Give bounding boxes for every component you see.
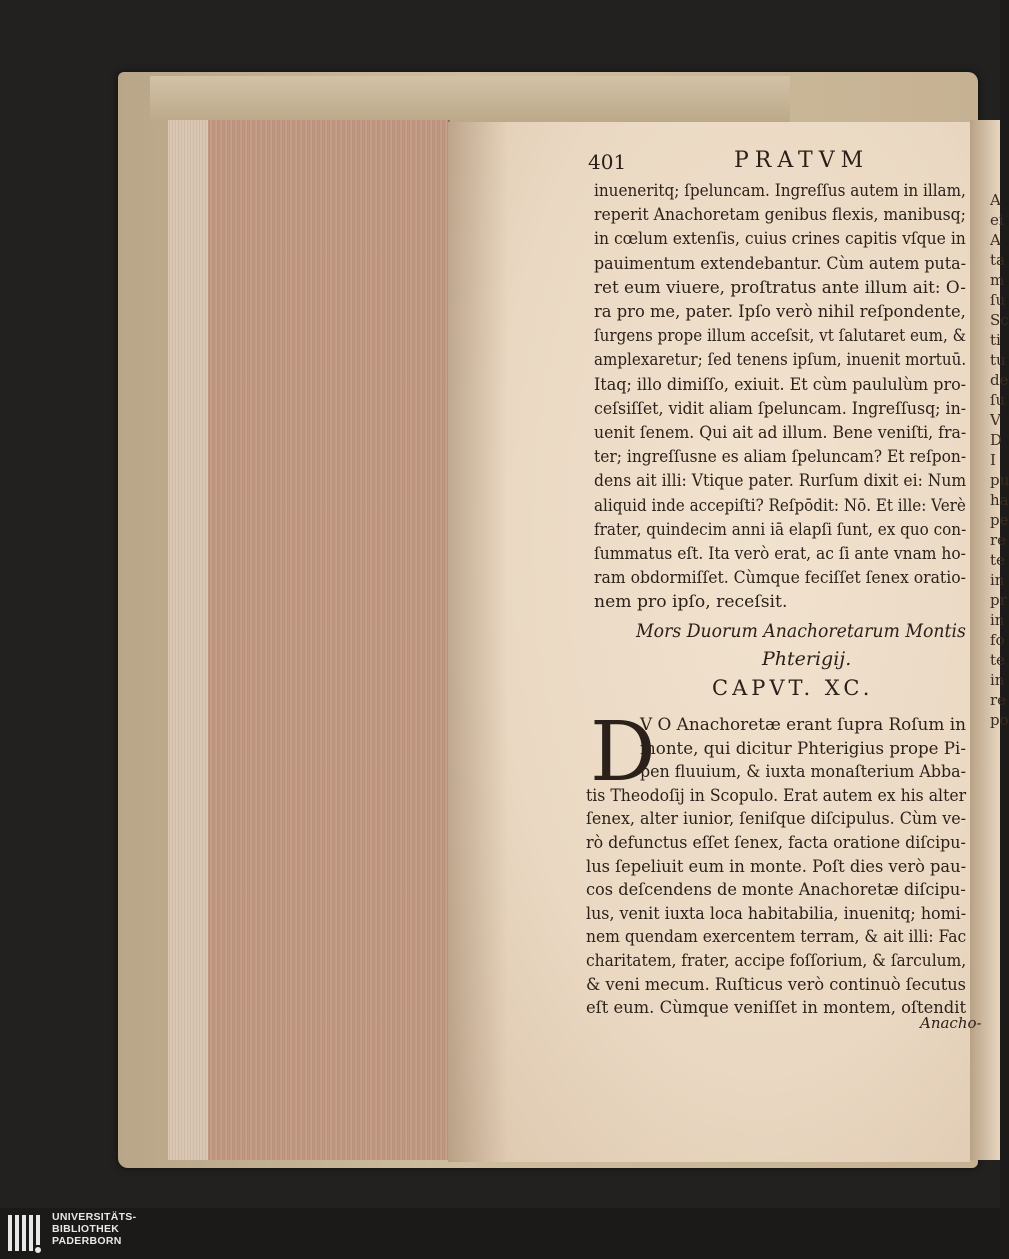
- facing-page-letters: ſu: [990, 391, 1006, 409]
- text-line: ram obdormiſſet. Cùmque feciſſet ſenex oratio-: [594, 568, 966, 589]
- facing-page-letters: ei: [990, 211, 1004, 229]
- text-line: aliquid inde accepiſti? Reſpōdit: Nō. Et ille: Verè: [594, 495, 966, 516]
- text-line: ceſsiſſet, vidit aliam ſpeluncam. Ingreſſusq; in-: [594, 398, 967, 419]
- catchword: Anacho-: [920, 1014, 982, 1032]
- text-line: ſenex, alter iunior, ſeniſque diſcipulus. Cùm ve-: [586, 809, 967, 830]
- facing-page-letters: re: [990, 531, 1007, 549]
- facing-page-letters: m: [990, 271, 1005, 289]
- facing-page-letters: in: [990, 611, 1005, 629]
- facing-page-letters: in: [990, 571, 1005, 589]
- text-line: rò defunctus eſſet ſenex, facta oratione diſcipu-: [586, 833, 966, 853]
- text-line: lus, venit iuxta loca habitabilia, inuenitq; homi-: [586, 903, 967, 924]
- text-line: tis Theodoſij in Scopulo. Erat autem ex his alter: [586, 785, 967, 806]
- facing-page-letters: ti: [990, 331, 1001, 349]
- facing-page-letters: de: [990, 371, 1009, 389]
- section-title-line1: Mors Duorum Anachoretarum Montis: [636, 620, 966, 642]
- book-fore-edge: [168, 120, 450, 1160]
- text-line: V O Anachoretæ erant ſupra Roſum in: [640, 715, 966, 735]
- logo-text-line3: PADERBORN: [52, 1235, 122, 1247]
- text-line: eſt eum. Cùmque veniſſet in montem, oſtendit: [586, 998, 967, 1019]
- section-title-line2: Phterigij.: [762, 648, 852, 670]
- facing-page-letters: po: [990, 711, 1009, 729]
- facing-page-letters: pr: [990, 591, 1007, 609]
- facing-page-fragment: [970, 120, 1009, 1160]
- text-line: dens ait illi: Vtique pater. Rurſum dixit ei: Num: [594, 471, 967, 492]
- text-line: cos deſcendens de monte Anachoretæ diſcipu-: [586, 880, 966, 901]
- facing-page-letters: Sc: [990, 311, 1009, 329]
- text-line: in cœlum extenſis, cuius crines capitis vſque in: [594, 229, 966, 250]
- facing-page-letters: ha: [990, 491, 1009, 509]
- library-logo-icon: [6, 1211, 46, 1255]
- running-head: PRATVM: [734, 148, 870, 173]
- facing-page-letters: I: [990, 451, 996, 469]
- facing-page-letters: te: [990, 551, 1005, 569]
- text-line: inueneritq; ſpeluncam. Ingreſſus autem in illam,: [594, 181, 966, 201]
- facing-page-letters: pe: [990, 511, 1009, 529]
- text-line: ſurgens prope illum acceſsit, vt ſalutaret eum, &: [594, 326, 967, 347]
- text-line: Itaq; illo dimiſſo, exiuit. Et cùm paululùm pro-: [594, 374, 967, 395]
- text-line: charitatem, frater, accipe foſſorium, & ſarculum,: [586, 951, 967, 971]
- facing-page-letters: V: [990, 411, 1001, 429]
- chapter-heading: CAPVT. XC.: [712, 676, 874, 700]
- page-number: 401: [588, 150, 627, 174]
- text-line: uenit ſenem. Qui ait ad illum. Bene veniſti, fra-: [594, 423, 967, 443]
- footer-bar: [0, 1208, 1000, 1259]
- text-line: nem quendam exercentem terram, & ait illi: Fac: [586, 927, 967, 948]
- facing-page-letters: fo: [990, 631, 1005, 649]
- text-line: amplexaretur; ſed tenens ipſum, inuenit mortuū.: [594, 350, 967, 371]
- facing-page-letters: te: [990, 651, 1005, 669]
- book-cover-top-edge: [150, 76, 790, 122]
- facing-page-letters: A: [990, 191, 1001, 209]
- text-line: frater, quindecim anni iā elapſi ſunt, ex quo con-: [594, 519, 967, 540]
- text-line: nem pro ipſo, receſsit.: [594, 592, 788, 613]
- text-line: reperit Anachoretam genibus flexis, manibusq;: [594, 205, 966, 226]
- logo-text-line2: BIBLIOTHEK: [52, 1223, 120, 1235]
- text-line: lus ſepeliuit eum in monte. Poſt dies verò pau-: [586, 856, 967, 877]
- facing-page-letters: in: [990, 671, 1005, 689]
- drop-cap: D: [590, 705, 656, 800]
- book-fore-edge-highlight: [168, 120, 208, 1160]
- text-line: ter; ingreſſusne es aliam ſpeluncam? Et reſpon-: [594, 447, 967, 468]
- text-line: & veni mecum. Ruſticus verò continuò ſecutus: [586, 974, 966, 995]
- facing-page-letters: D: [990, 431, 1003, 449]
- facing-page-letters: ta: [990, 251, 1005, 269]
- facing-page-letters: pu: [990, 471, 1009, 489]
- text-line: ſummatus eſt. Ita verò erat, ac ſi ante vnam ho-: [594, 544, 966, 564]
- facing-page-letters: ſu: [990, 291, 1006, 309]
- logo-text-line1: UNIVERSITÄTS-: [52, 1211, 137, 1223]
- facing-page-letters: re: [990, 691, 1007, 709]
- text-line: pen fluuium, & iuxta monaſterium Abba-: [640, 762, 966, 783]
- text-line: pauimentum extendebantur. Cùm autem puta-: [594, 253, 966, 274]
- facing-page-letters: A: [990, 231, 1001, 249]
- text-line: ret eum viuere, proſtratus ante illum ait: O-: [594, 277, 966, 298]
- text-line: ra pro me, pater. Ipſo verò nihil reſpondente,: [594, 302, 966, 322]
- text-line: monte, qui dicitur Phterigius prope Pi-: [640, 738, 966, 759]
- page-gutter-shadow: [448, 122, 508, 1162]
- facing-page-letters: tu: [990, 351, 1006, 369]
